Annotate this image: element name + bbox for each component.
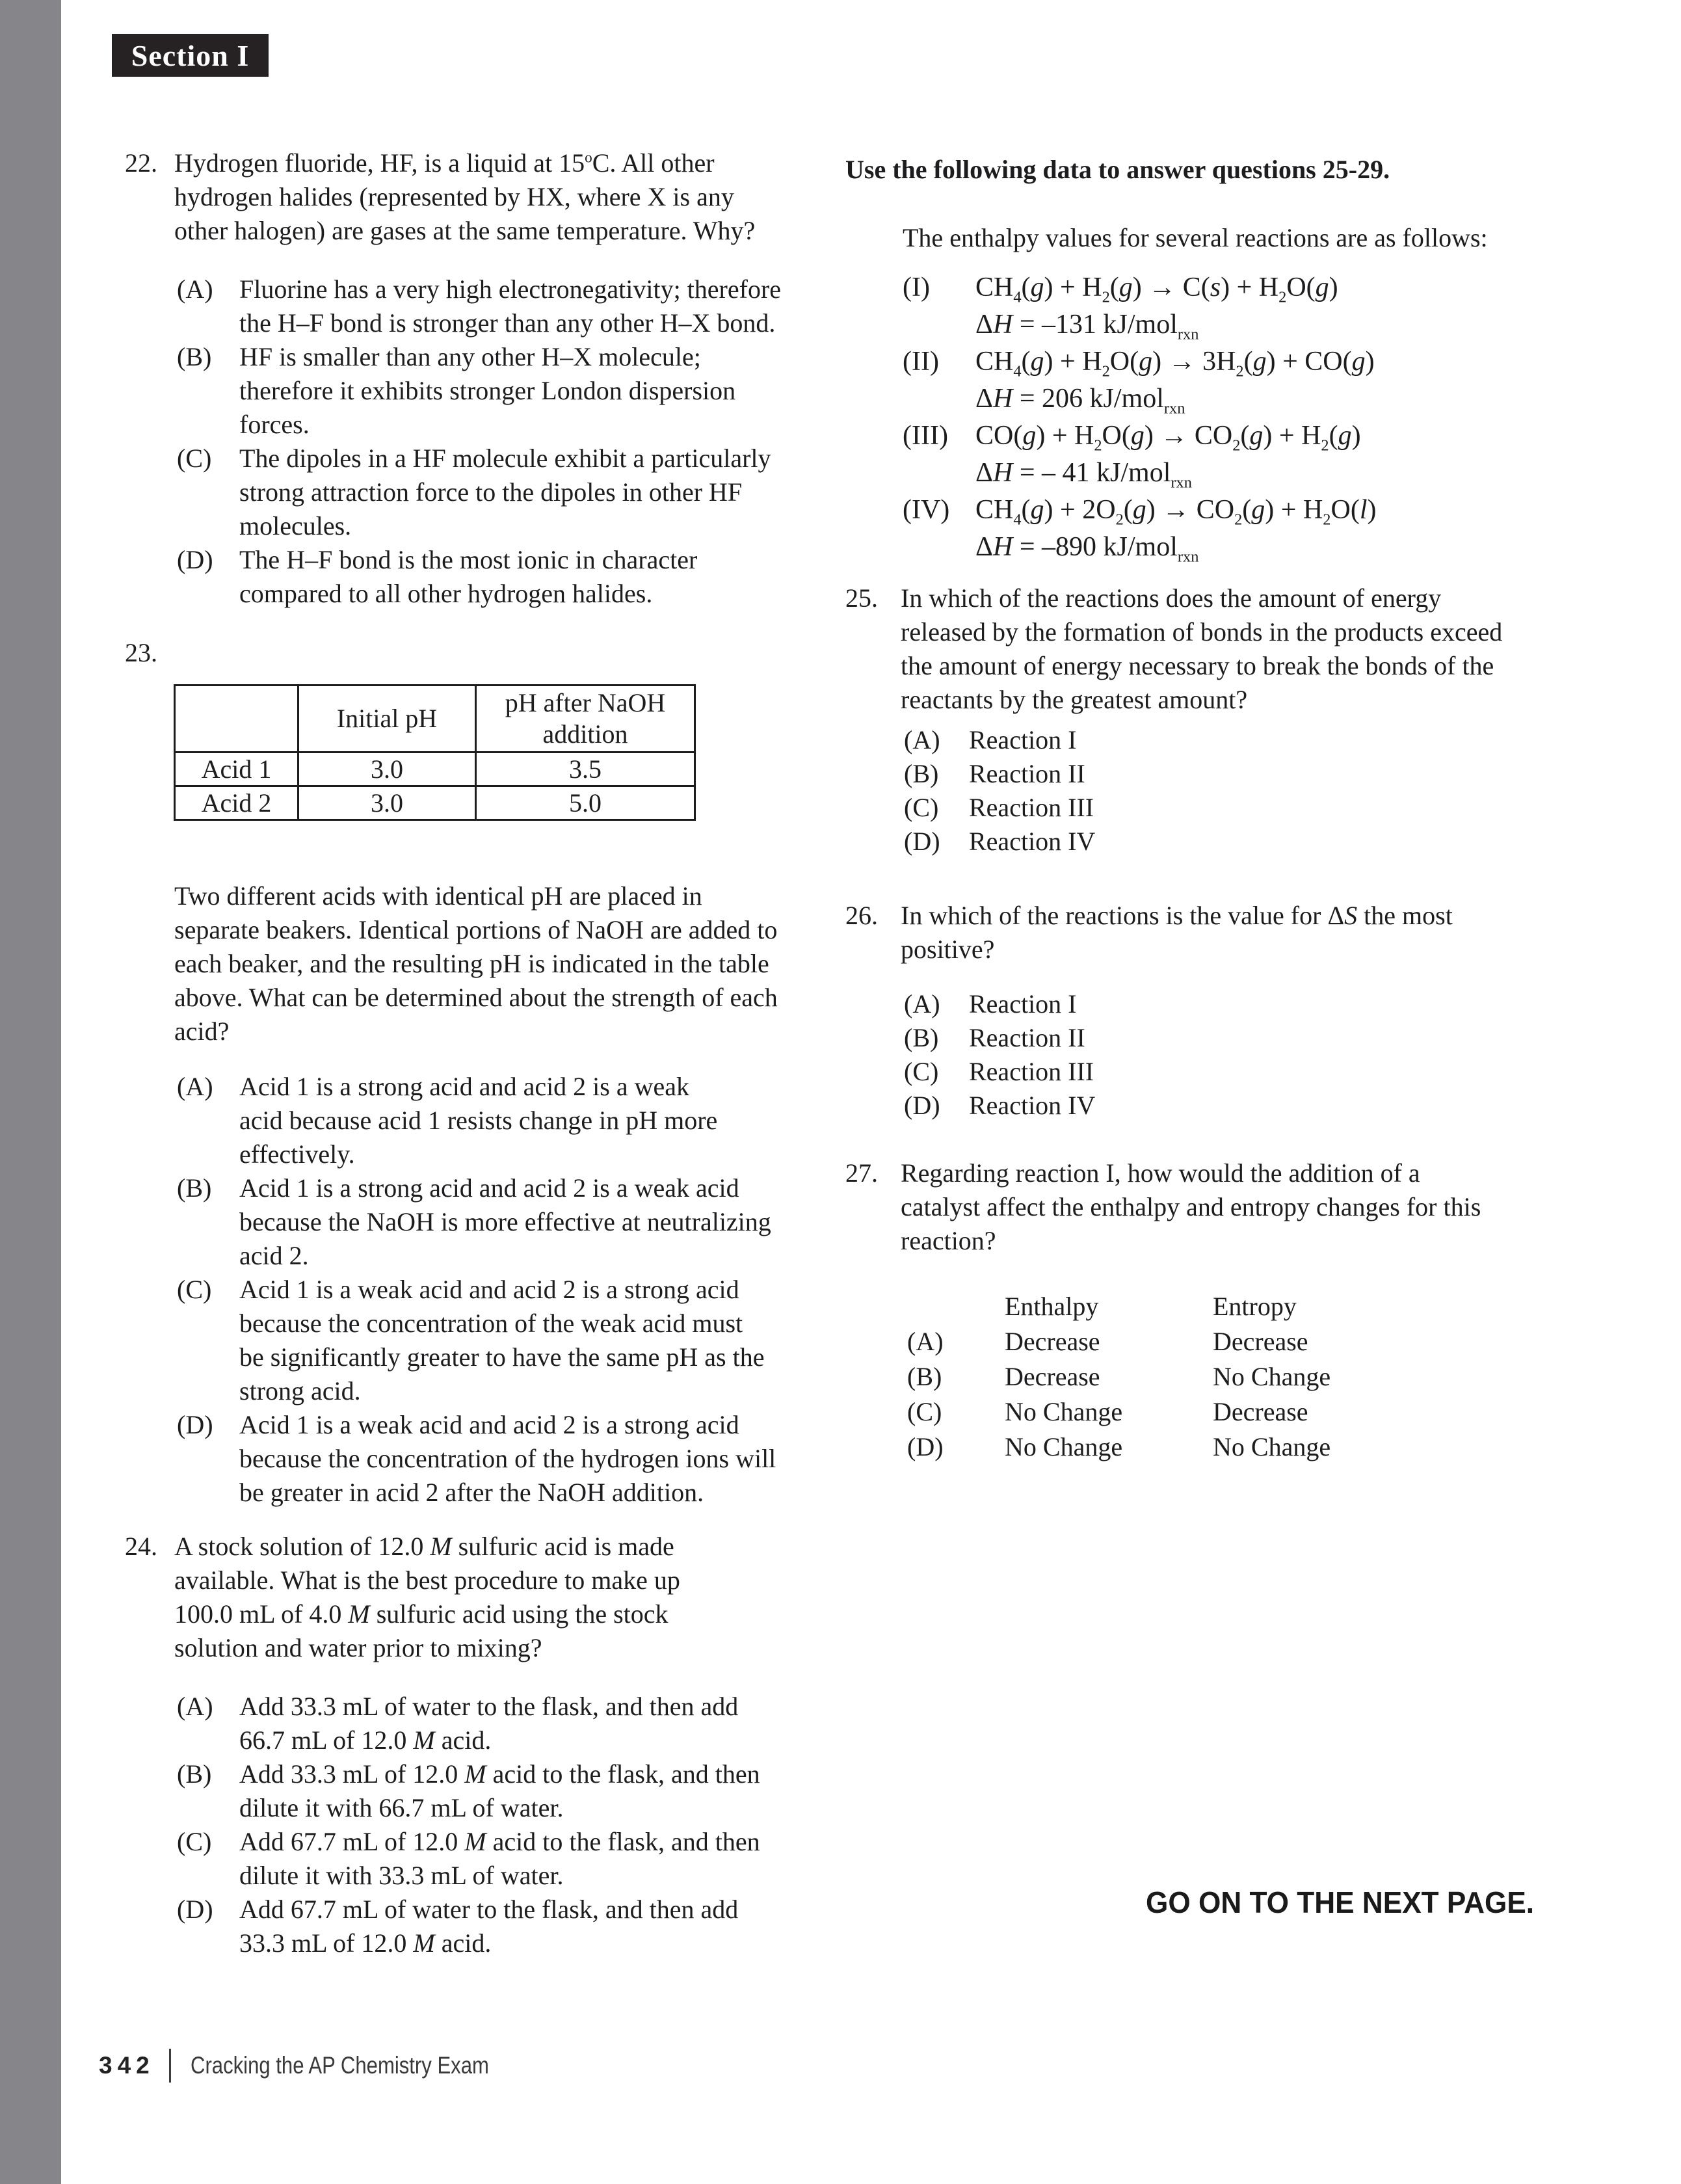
reaction-label: (IV)	[903, 495, 950, 525]
option-label: (B)	[904, 1023, 939, 1052]
option-a	[845, 723, 1626, 757]
option-a	[845, 987, 1626, 1021]
question-23-stem	[174, 879, 851, 1048]
option-b	[845, 757, 1626, 791]
stem-line: 100.0 mL of 4.0 M sulfuric acid using the stock	[174, 1599, 668, 1629]
option-c	[125, 1273, 827, 1408]
reaction-equation: $CH_4(g) + H_2O(g) \to 3H_2(g) + CO(g)$	[975, 347, 1375, 380]
question-22	[125, 146, 827, 611]
page-footer	[99, 2049, 546, 2083]
stem-line: released by the formation of bonds in the products exceed	[901, 617, 1503, 646]
option-c	[845, 1055, 1626, 1089]
option-c	[845, 791, 1626, 825]
reaction-enthalpy: ΔH = 206 kJ/mol$_{rxn}$	[975, 384, 1185, 418]
option-b	[125, 1171, 827, 1273]
entropy-value: No Change	[1213, 1362, 1331, 1391]
matrix-row-c	[845, 1394, 1626, 1430]
stem-line: hydrogen halides (represented by HX, where X is any	[174, 182, 734, 211]
enthalpy-entropy-matrix	[845, 1289, 1626, 1465]
option-d	[125, 543, 827, 611]
stem-line: In which of the reactions does the amount of energy	[901, 583, 1442, 613]
option-text: Add 33.3 mL of 12.0 M acid to the flask, and then dilute it with 66.7 mL of water.	[239, 1759, 760, 1822]
data-block-intro: The enthalpy values for several reactions are as follows:	[903, 223, 1488, 252]
option-label: (A)	[907, 1327, 944, 1356]
stem-line: Two different acids with identical pH are placed in	[174, 881, 702, 911]
table-row	[175, 752, 695, 786]
answer-options	[845, 987, 1626, 1123]
entropy-value: No Change	[1213, 1432, 1331, 1461]
stem-line: reaction?	[901, 1226, 996, 1255]
stem-line: solution and water prior to mixing?	[174, 1633, 542, 1662]
enthalpy-value: Decrease	[1005, 1327, 1100, 1356]
row-header: Acid 2	[175, 786, 298, 820]
option-text: Reaction III	[969, 1057, 1094, 1086]
option-text: Reaction I	[969, 989, 1077, 1019]
cell-initial-ph: 3.0	[298, 786, 476, 820]
reaction-label: (III)	[903, 421, 948, 451]
corner-cell	[175, 686, 298, 752]
option-c	[125, 442, 827, 543]
reaction-label: (II)	[903, 347, 939, 377]
stem-line: each beaker, and the resulting pH is indicated in the table	[174, 949, 769, 978]
question-25	[845, 581, 1626, 859]
option-label: (A)	[904, 989, 940, 1019]
data-block-header: Use the following data to answer questions 25-29.	[845, 155, 1390, 184]
reaction-enthalpy: ΔH = –890 kJ/mol$_{rxn}$	[975, 532, 1199, 566]
option-label: (D)	[177, 1895, 213, 1924]
col-header-initial-ph: Initial pH	[298, 686, 476, 752]
question-number: 24.	[125, 1532, 157, 1561]
matrix-header-row	[845, 1289, 1626, 1324]
option-text: Reaction II	[969, 1023, 1085, 1052]
option-label: (A)	[177, 274, 213, 304]
option-label: (D)	[907, 1432, 944, 1461]
entropy-value: Decrease	[1213, 1397, 1308, 1426]
option-text: Add 67.7 mL of 12.0 M acid to the flask, and then dilute it with 33.3 mL of water.	[239, 1827, 760, 1890]
matrix-col-header-entropy: Entropy	[1213, 1292, 1297, 1321]
reaction-list	[845, 269, 1626, 566]
table-header-row	[175, 686, 695, 752]
book-title: Cracking the AP Chemistry Exam	[190, 2052, 489, 2079]
option-label: (C)	[177, 1827, 212, 1856]
row-header: Acid 1	[175, 752, 298, 786]
reaction-enthalpy: ΔH = –131 kJ/mol$_{rxn}$	[975, 310, 1199, 343]
option-label: (B)	[177, 342, 212, 371]
stem-line: above. What can be determined about the strength of each	[174, 983, 778, 1012]
option-label: (B)	[177, 1759, 212, 1789]
matrix-row-d	[845, 1430, 1626, 1465]
enthalpy-value: No Change	[1005, 1397, 1123, 1426]
stem-line: A stock solution of 12.0 M sulfuric acid is made	[174, 1532, 674, 1561]
option-text: Reaction II	[969, 759, 1085, 788]
option-b	[125, 340, 827, 442]
option-label: (C)	[904, 793, 939, 822]
stem-line: acid?	[174, 1017, 230, 1046]
option-label: (D)	[177, 545, 213, 574]
enthalpy-value: Decrease	[1005, 1362, 1100, 1391]
option-text: Add 67.7 mL of water to the flask, and then add 33.3 mL of 12.0 M acid.	[239, 1895, 739, 1958]
stem-line: other halogen) are gases at the same temperature. Why?	[174, 216, 756, 245]
reaction-equation: $CH_4(g) + 2O_2(g) \to CO_2(g) + H_2O(l)$	[975, 495, 1377, 529]
answer-options	[125, 1690, 827, 1960]
question-27	[845, 1156, 1626, 1465]
enthalpy-value: No Change	[1005, 1432, 1123, 1461]
matrix-col-header-enthalpy: Enthalpy	[1005, 1292, 1099, 1321]
option-c	[125, 1825, 827, 1893]
option-b	[845, 1021, 1626, 1055]
entropy-value: Decrease	[1213, 1327, 1308, 1356]
option-label: (C)	[177, 444, 212, 473]
question-number: 27.	[845, 1158, 878, 1188]
option-label: (B)	[177, 1173, 212, 1203]
option-d	[845, 825, 1626, 859]
option-label: (B)	[904, 759, 939, 788]
stem-line: In which of the reactions is the value for ΔS the most	[901, 901, 1453, 930]
question-stem	[901, 899, 1453, 966]
option-text: Reaction IV	[969, 1091, 1096, 1120]
question-number: 22.	[125, 148, 157, 178]
ph-table	[174, 684, 696, 821]
stem-line: positive?	[901, 935, 995, 964]
question-number: 26.	[845, 901, 878, 930]
option-text: Reaction IV	[969, 827, 1096, 856]
stem-line: the amount of energy necessary to break the bonds of the	[901, 651, 1494, 680]
question-24	[125, 1530, 827, 1960]
question-26	[845, 899, 1626, 1123]
option-text: HF is smaller than any other H–X molecule; therefore it exhibits stronger London dispersion forces.	[239, 342, 736, 439]
reaction-label: (I)	[903, 273, 930, 302]
cell-ph-after: 5.0	[476, 786, 695, 820]
reaction-equation: $CO(g) + H_2O(g) \to CO_2(g) + H_2(g)$	[975, 421, 1361, 455]
matrix-row-a	[845, 1324, 1626, 1359]
option-text: Add 33.3 mL of water to the flask, and then add 66.7 mL of 12.0 M acid.	[239, 1692, 739, 1755]
matrix-row-b	[845, 1359, 1626, 1394]
reaction-ii	[845, 343, 1626, 380]
option-a	[125, 1070, 827, 1171]
stem-line: catalyst affect the enthalpy and entropy changes for this	[901, 1192, 1481, 1221]
option-text: The dipoles in a HF molecule exhibit a particularly strong attraction force to the dipoles in other HF molecules.	[239, 444, 771, 540]
col-header-ph-after: pH after NaOH addition	[476, 686, 695, 752]
option-text: Acid 1 is a strong acid and acid 2 is a weak acid because acid 1 resists change in pH more effectively.	[239, 1072, 718, 1169]
reaction-i	[845, 269, 1626, 306]
option-label: (D)	[904, 827, 940, 856]
table-row	[175, 786, 695, 820]
answer-options	[845, 723, 1626, 859]
stem-line: reactants by the greatest amount?	[901, 685, 1248, 714]
option-text: Reaction III	[969, 793, 1094, 822]
option-label: (D)	[177, 1410, 213, 1439]
option-text: Acid 1 is a strong acid and acid 2 is a weak acid because the NaOH is more effective at neutralizing acid 2.	[239, 1173, 771, 1270]
option-label: (C)	[904, 1057, 939, 1086]
answer-options	[125, 273, 827, 611]
stem-line: Hydrogen fluoride, HF, is a liquid at 15$^o$C. All other	[174, 148, 715, 178]
go-on-instruction: GO ON TO THE NEXT PAGE.	[1146, 1885, 1535, 1919]
option-text: Fluorine has a very high electronegativity; therefore the H–F bond is stronger than any other H–X bond.	[239, 274, 782, 338]
stem-line: Regarding reaction I, how would the addition of a	[901, 1158, 1420, 1188]
option-label: (A)	[177, 1692, 213, 1721]
option-d	[125, 1893, 827, 1960]
option-label: (C)	[177, 1275, 212, 1304]
page-edge-bar	[0, 0, 61, 2184]
stem-line: available. What is the best procedure to make up	[174, 1565, 680, 1595]
option-text: Acid 1 is a weak acid and acid 2 is a strong acid because the concentration of the weak acid must be significantly greater to have the same pH as the strong acid.	[239, 1275, 765, 1405]
section-badge: Section I	[112, 34, 269, 77]
question-23-number: 23.	[125, 638, 157, 667]
cell-ph-after: 3.5	[476, 752, 695, 786]
reaction-iii	[845, 418, 1626, 455]
reaction-enthalpy: ΔH = – 41 kJ/mol$_{rxn}$	[975, 458, 1192, 492]
footer-divider	[169, 2049, 171, 2083]
question-stem	[901, 1156, 1481, 1258]
reaction-iv	[845, 492, 1626, 529]
question-23-options	[125, 1070, 827, 1510]
option-a	[125, 1690, 827, 1757]
option-d	[845, 1089, 1626, 1123]
stem-line: separate beakers. Identical portions of NaOH are added to	[174, 915, 778, 944]
option-text: Reaction I	[969, 725, 1077, 754]
option-label: (B)	[907, 1362, 942, 1391]
option-a	[125, 273, 827, 340]
option-label: (A)	[177, 1072, 213, 1101]
option-b	[125, 1757, 827, 1825]
cell-initial-ph: 3.0	[298, 752, 476, 786]
option-label: (C)	[907, 1397, 942, 1426]
option-label: (D)	[904, 1091, 940, 1120]
option-label: (A)	[904, 725, 940, 754]
reaction-equation: $CH_4(g) + H_2(g) \to C(s) + H_2O(g)$	[975, 273, 1338, 306]
option-text: Acid 1 is a weak acid and acid 2 is a strong acid because the concentration of the hydrogen ions will be greater in acid 2 after the NaOH addition.	[239, 1410, 776, 1507]
page-number: 342	[99, 2052, 155, 2079]
question-stem	[174, 146, 755, 248]
question-stem	[174, 1530, 680, 1665]
question-number: 25.	[845, 583, 878, 613]
question-stem	[901, 581, 1502, 717]
option-text: The H–F bond is the most ionic in character compared to all other hydrogen halides.	[239, 545, 698, 608]
option-d	[125, 1408, 827, 1510]
